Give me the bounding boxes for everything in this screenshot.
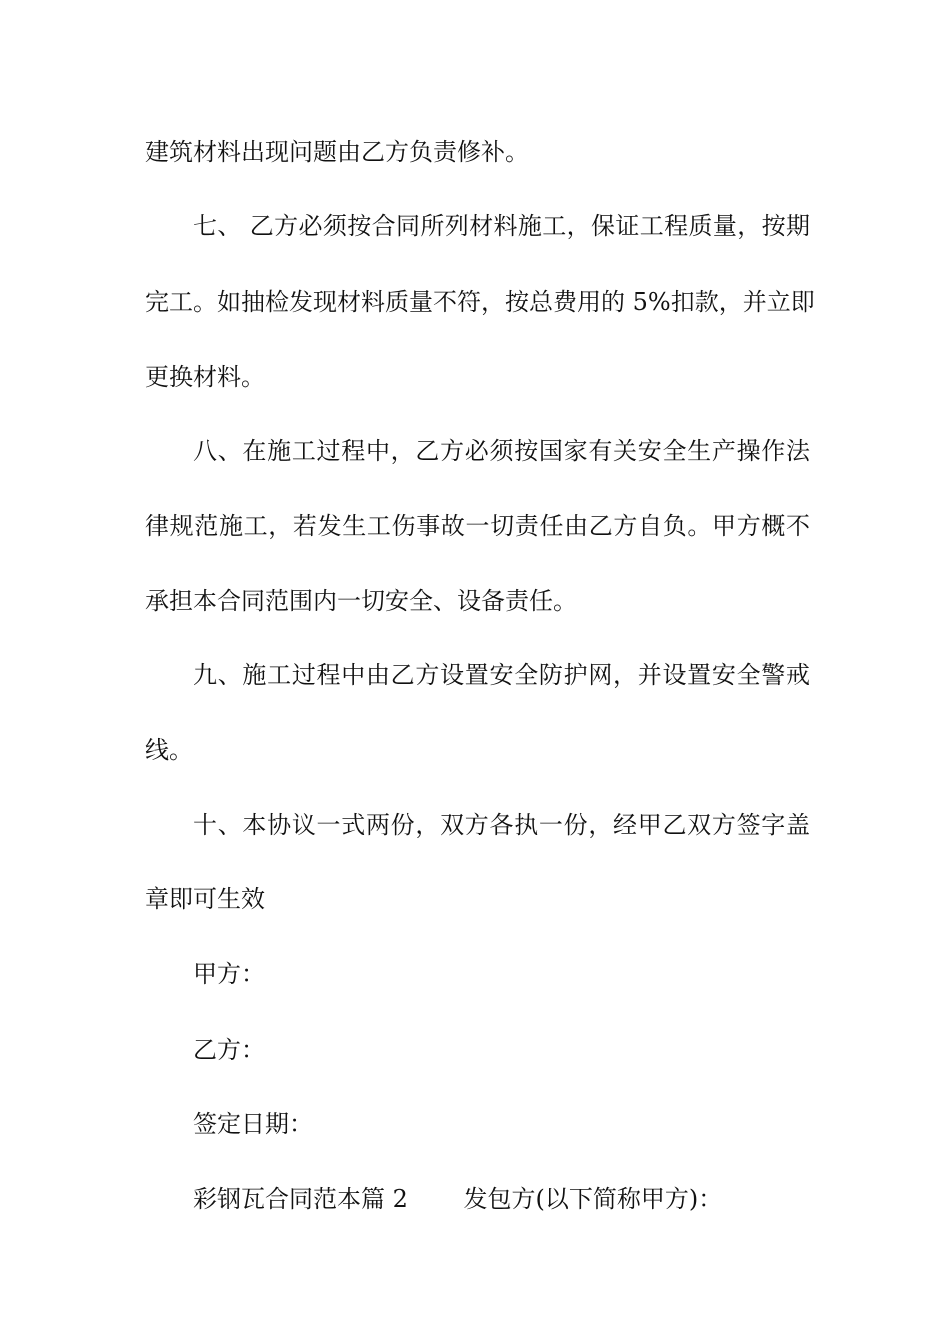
paragraph-line: 完工。如抽检发现材料质量不符，按总费用的 5%扣款，并立即 [145, 288, 815, 316]
paragraph-line: 建筑材料出现问题由乙方负责修补。 [145, 138, 529, 166]
paragraph-line: 更换材料。 [145, 363, 265, 391]
paragraph-line: 承担本合同范围内一切安全、设备责任。 [145, 587, 577, 615]
paragraph-line: 章即可生效 [145, 885, 265, 913]
next-section-heading: 彩钢瓦合同范本篇 2 发包方(以下简称甲方)： [193, 1185, 723, 1213]
clause-nine-line: 九、施工过程中由乙方设置安全防护网，并设置安全警戒 [193, 661, 810, 689]
clause-seven-line: 七、 乙方必须按合同所列材料施工，保证工程质量，按期 [193, 212, 810, 240]
paragraph-line: 律规范施工，若发生工伤事故一切责任由乙方自负。甲方概不 [145, 512, 810, 540]
party-b-label: 乙方： [193, 1036, 265, 1064]
party-a-label: 甲方： [193, 960, 265, 988]
clause-eight-line: 八、在施工过程中，乙方必须按国家有关安全生产操作法 [193, 437, 810, 465]
sign-date-label: 签定日期： [193, 1110, 313, 1138]
paragraph-line: 线。 [145, 736, 193, 764]
clause-ten-line: 十、本协议一式两份，双方各执一份，经甲乙双方签字盖 [193, 811, 810, 839]
